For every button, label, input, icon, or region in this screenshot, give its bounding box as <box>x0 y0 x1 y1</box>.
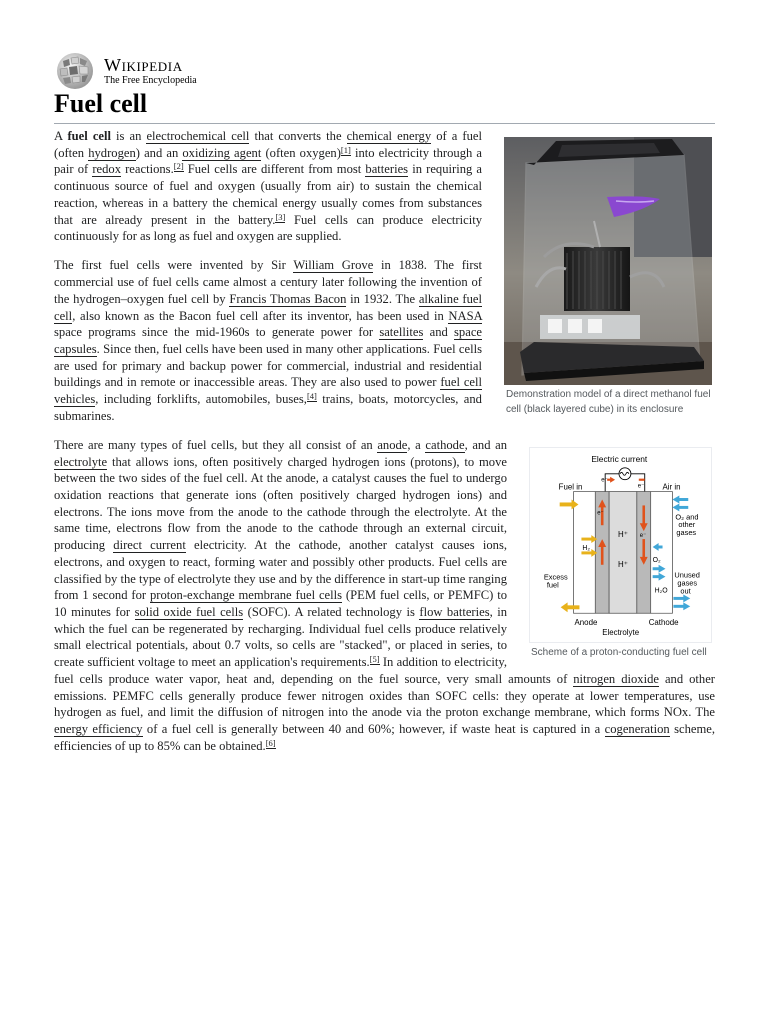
label-e-minus: e⁻ <box>637 483 645 490</box>
label-air-in: Air in <box>662 482 681 492</box>
diagram-caption: Scheme of a proton-conducting fuel cell <box>531 646 707 658</box>
paragraph-3: There are many types of fuel cells, but they all consist of an anode, a cathode, and an electrolyte that allows ions, often positively charged hydrogen ions (protons), to move between the two sides of the fuel cell. At the anode, a catalyst causes the fuel to undergo oxidation reactions that generate ions (often positively charged hydrogen ions) and electrons. The ions move from the anode to the cathode through the electrolyte. At the same time, electrons flow from the anode to the cathode through an external circuit, producing direct current electricity. At the cathode, another catalyst causes ions, electrons, and oxygen to react, forming water and possibly other products. Fuel cells are classified by the type of electrolyte they use and by the difference in start-up time ranging from 1 second for proton-exchange membrane fuel cells (PEM fuel cells, or PEMFC) to 10 minutes for solid oxide fuel cells (SOFC). A related technology is flow batteries, in which the fuel can be regenerated by recharging. Individual fuel cells produce relatively small electrical potentials, about 0.7 volts, so cells are "stacked", or placed in series, to create sufficient voltage to meet an application's requirements.[5] In addition to electricity, fuel cells produce water vapor, heat and, depending on the fuel source, very small amounts of nitrogen dioxide and other emissions. PEMFC cells generally produce fewer nitrogen oxides than SOFC cells: they operate at lower temperatures, use hydrogen as fuel, and limit the diffusion of nitrogen into the anode via the proton exchange membrane, which forms NOx. The energy efficiency of a fuel cell is generally between 40 and 60%; however, if waste heat is captured in a cogeneration scheme, efficiencies of up to 85% can be obtained.[6] <box>54 437 715 753</box>
bold-term: fuel cell <box>67 129 111 143</box>
link-william-grove[interactable]: William Grove <box>293 258 374 273</box>
link-satellites[interactable]: satellites <box>379 325 424 340</box>
link-redox[interactable]: redox <box>92 162 121 177</box>
link-nitrogen-dioxide[interactable]: nitrogen dioxide <box>573 671 659 686</box>
link-hydrogen[interactable]: hydrogen <box>88 145 136 160</box>
wordmark-text: Wikipedia <box>104 55 183 75</box>
paragraph-1: A fuel cell is an electrochemical cell that converts the chemical energy of a fuel (often hydrogen) and an oxidizing agent (often oxygen)[1] into electricity through a pair of redox reactions.[2] Fuel cells are different from most batteries in requiring a continuous source of fuel and oxygen (usually from air) to sustain the chemical reaction, whereas in a battery the chemical energy usually comes from substances that are already present in the battery.[3] Fuel cells can produce electricity continuously for as long as fuel and oxygen are supplied. <box>54 129 483 244</box>
link-alkaline-fuel-cell[interactable]: alkaline fuel cell <box>54 291 483 323</box>
reference-6[interactable]: [6] <box>265 737 276 748</box>
label-excess-fuel: Excess fuel <box>543 572 568 590</box>
tagline: The Free Encyclopedia <box>104 75 197 86</box>
link-electrochemical-cell[interactable]: electrochemical cell <box>146 129 250 143</box>
link-anode[interactable]: anode <box>377 437 408 452</box>
link-batteries[interactable]: batteries <box>365 162 409 177</box>
link-cogeneration[interactable]: cogeneration <box>604 721 670 736</box>
label-h2o: H₂O <box>654 587 668 595</box>
diagram-figure <box>529 447 712 660</box>
link-sofc[interactable]: solid oxide fuel cells <box>134 604 244 619</box>
reference-5[interactable]: [5] <box>369 654 380 665</box>
title-divider <box>54 123 715 124</box>
link-cathode[interactable]: cathode <box>425 437 465 452</box>
reference-4[interactable]: [4] <box>306 391 317 402</box>
link-fuel-cell-vehicles[interactable]: fuel cell vehicles <box>54 375 483 407</box>
label-h-plus: H⁺ <box>618 530 628 540</box>
link-flow-batteries[interactable]: flow batteries <box>419 604 490 619</box>
reference-1[interactable]: [1] <box>340 144 351 155</box>
label-h-plus: H⁺ <box>618 559 628 569</box>
label-unused-gases: Unused gases out <box>674 570 700 596</box>
link-space-capsules[interactable]: space capsules <box>54 325 482 356</box>
link-electrolyte[interactable]: electrolyte <box>54 454 108 469</box>
link-oxidizing-agent[interactable]: oxidizing agent <box>182 145 262 160</box>
photo-caption: Demonstration model of a direct methanol fuel cell (black layered cube) in its enclosure <box>506 389 711 415</box>
label-cathode: Cathode <box>648 618 679 628</box>
link-energy-efficiency[interactable]: energy efficiency <box>54 721 143 736</box>
link-nasa[interactable]: NASA <box>448 308 482 323</box>
link-pemfc[interactable]: proton-exchange membrane fuel cells <box>149 588 343 603</box>
link-francis-thomas-bacon[interactable]: Francis Thomas Bacon <box>229 291 347 306</box>
wordmark <box>104 56 197 86</box>
label-e-minus: e⁻ <box>601 477 608 484</box>
wikipedia-globe-icon <box>54 52 96 90</box>
reference-3[interactable]: [3] <box>275 211 286 222</box>
fuel-cell-photo[interactable] <box>504 137 712 385</box>
photo-figure <box>504 137 712 417</box>
wikipedia-logo[interactable] <box>54 52 197 90</box>
label-e-minus: e⁻ <box>597 510 604 517</box>
label-fuel-in: Fuel in <box>558 482 583 492</box>
page-title: Fuel cell <box>54 89 148 118</box>
article-body <box>54 128 715 767</box>
label-o2-other-gases: O₂ and other gases <box>675 512 699 538</box>
label-electric-current: Electric current <box>591 453 648 464</box>
label-electrolyte: Electrolyte <box>602 627 640 637</box>
link-direct-current[interactable]: direct current <box>113 538 186 553</box>
label-e-minus: e⁻ <box>639 533 647 540</box>
pem-fuel-cell-diagram[interactable] <box>529 447 712 643</box>
label-anode: Anode <box>574 618 598 628</box>
label-o2: O₂ <box>652 556 661 564</box>
reference-2[interactable]: [2] <box>173 161 184 172</box>
label-h2: H₂ <box>582 544 591 552</box>
paragraph-2: The first fuel cells were invented by Sir William Grove in 1838. The first commercial use of fuel cells came almost a century later following the invention of the hydrogen–oxygen fuel cell by Francis Thomas Bacon in 1932. The alkaline fuel cell, also known as the Bacon fuel cell after its inventor, has been used in NASA space programs since the mid-1960s to generate power for satellites and space capsules. Since then, fuel cells have been used in many other applications. Fuel cells are used for primary and backup power for commercial, industrial and residential buildings and in remote or inaccessible areas. They are also used to power fuel cell vehicles, including forklifts, automobiles, buses,[4] trains, boats, motorcycles, and submarines. <box>54 258 483 423</box>
link-chemical-energy[interactable]: chemical energy <box>346 129 432 143</box>
